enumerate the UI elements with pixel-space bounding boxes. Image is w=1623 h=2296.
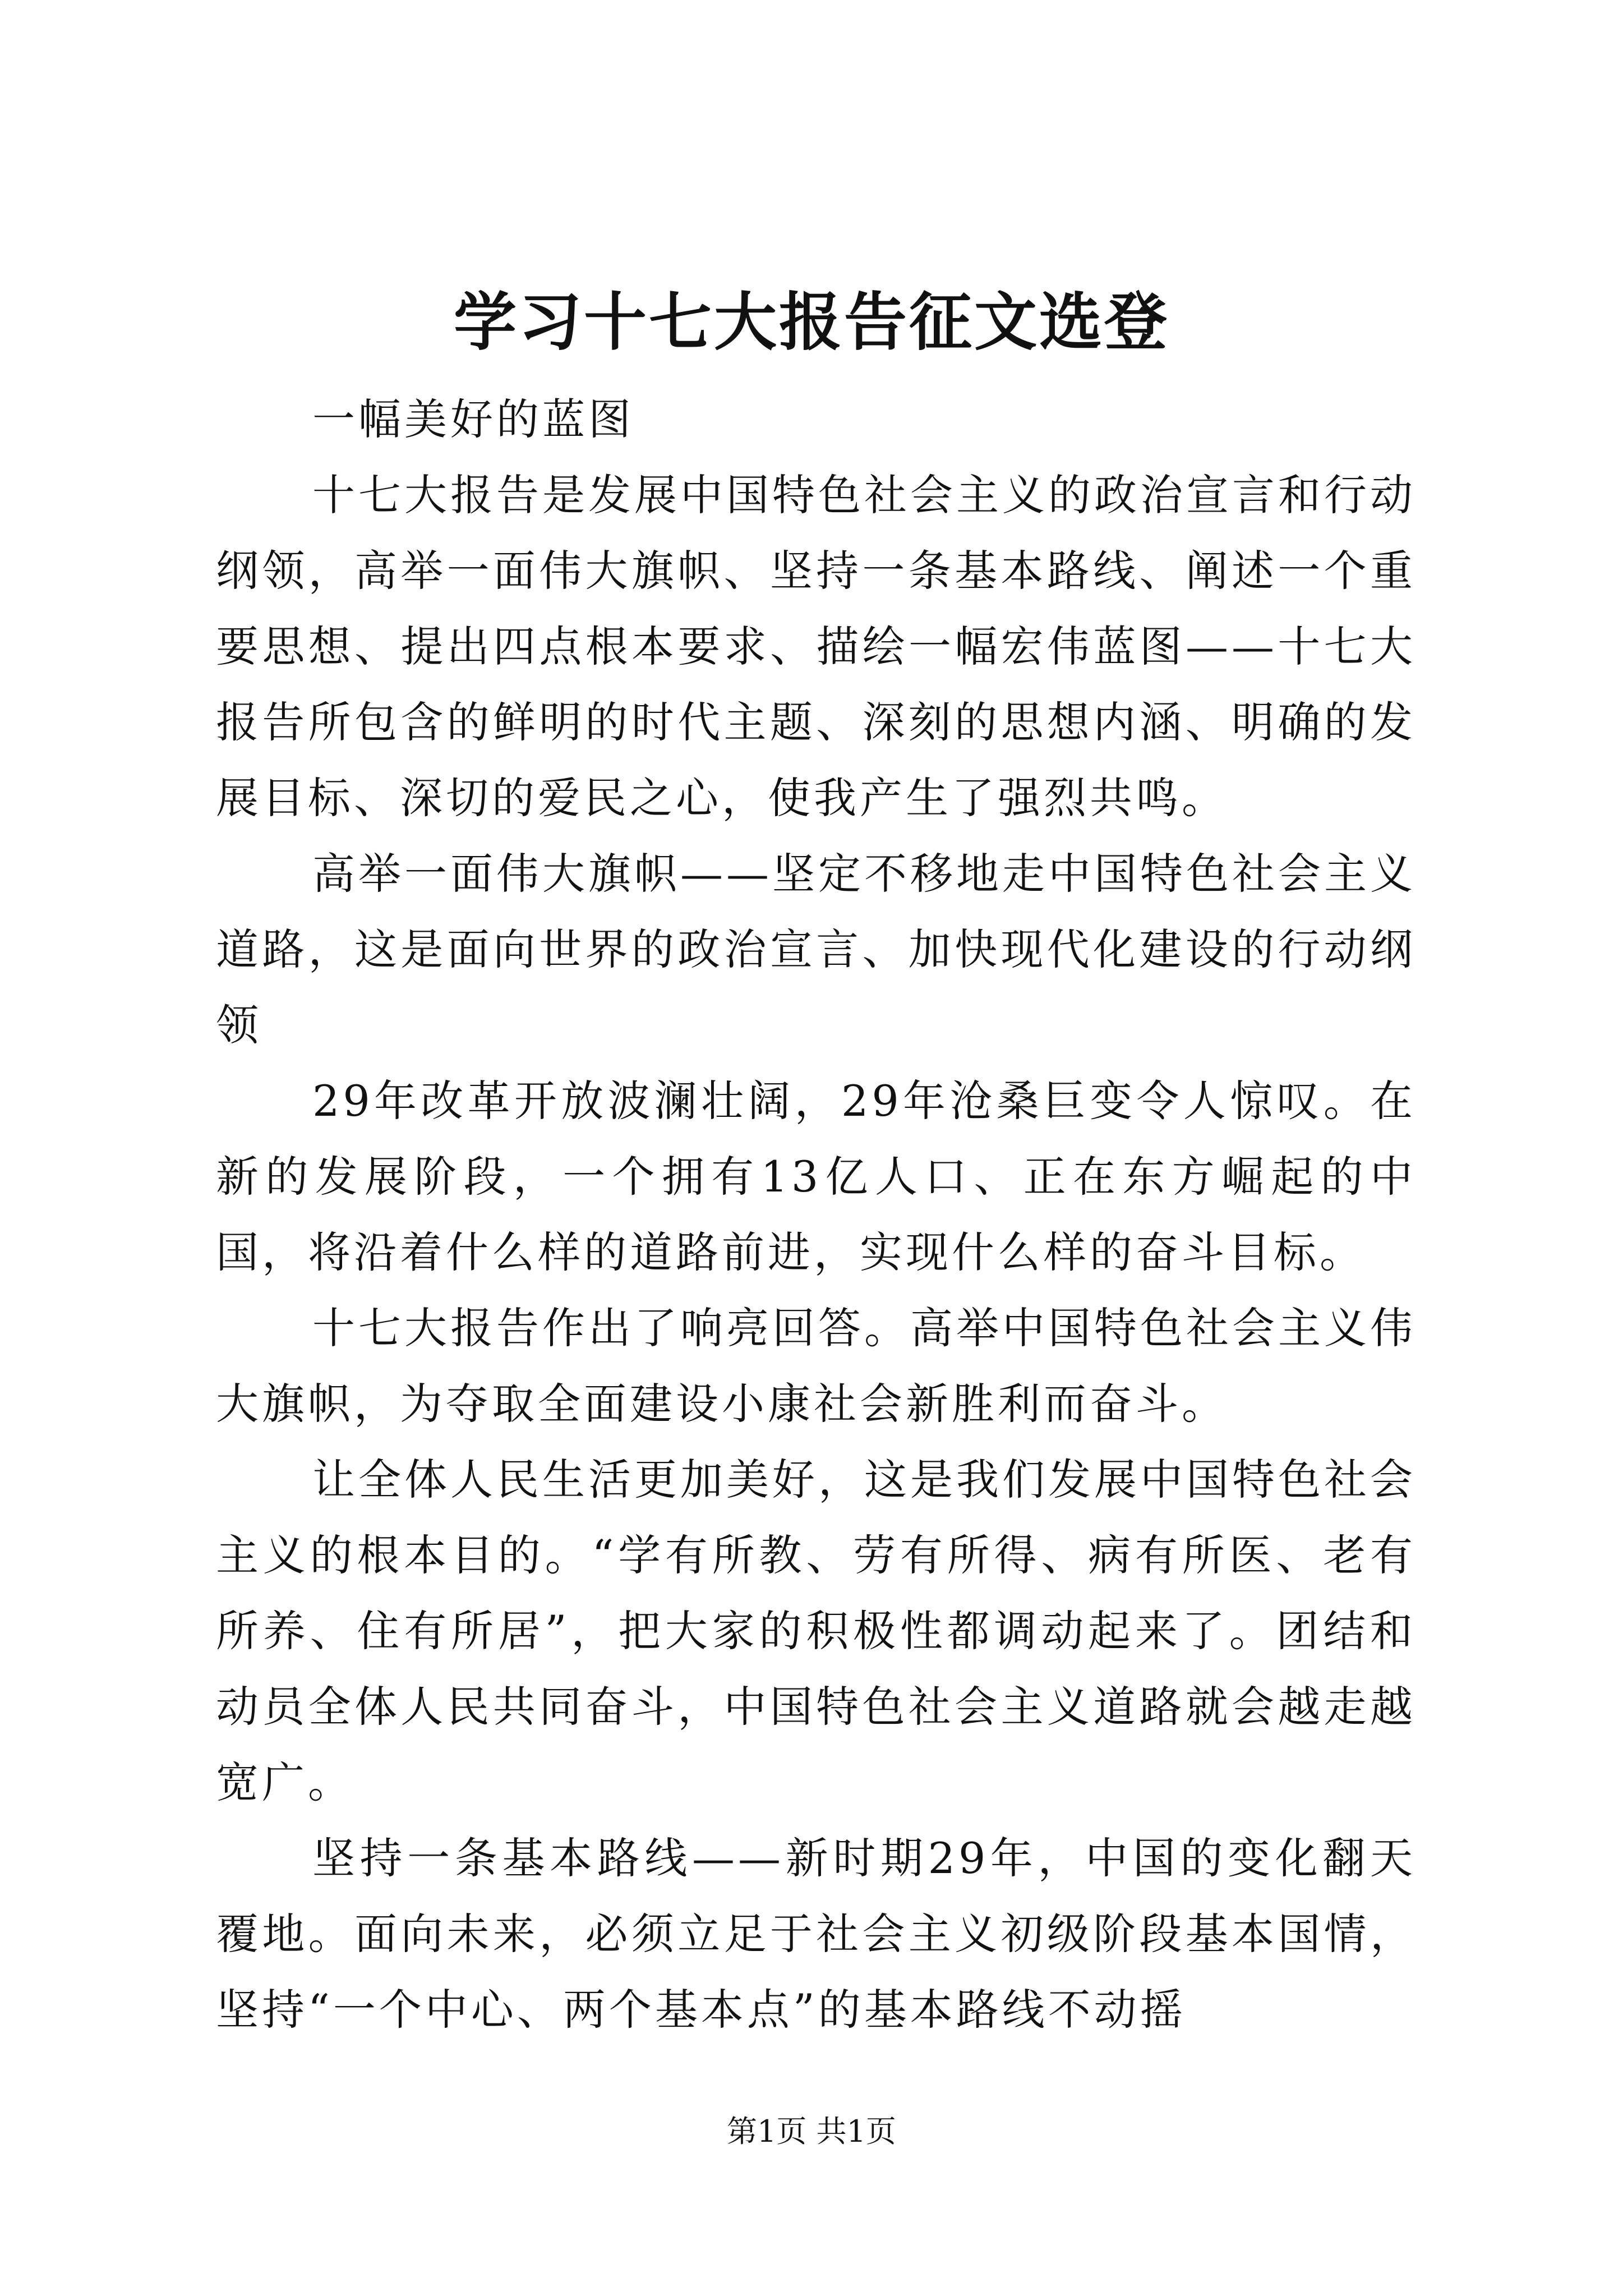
document-body xyxy=(216,381,1416,2047)
page-number-footer: 第1页 共1页 xyxy=(727,2114,896,2149)
body-paragraph: 高举一面伟大旗帜——坚定不移地走中国特色社会主义道路，这是面向世界的政治宣言、加快现代化建设的行动纲领 xyxy=(216,849,1416,1050)
section-heading: 一幅美好的蓝图 xyxy=(312,394,634,444)
body-paragraph: 十七大报告是发展中国特色社会主义的政治宣言和行动纲领，高举一面伟大旗帜、坚持一条基本路线、阐述一个重要思想、提出四点根本要求、描绘一幅宏伟蓝图——十七大报告所包含的鲜明的时代主题、深刻的思想内涵、明确的发展目标、深切的爱民之心，使我产生了强烈共鸣。 xyxy=(216,470,1416,823)
body-paragraph: 29年改革开放波澜壮阔，29年沧桑巨变令人惊叹。在新的发展阶段，一个拥有13亿人口、正在东方崛起的中国，将沿着什么样的道路前进，实现什么样的奋斗目标。 xyxy=(216,1076,1416,1277)
body-paragraph: 坚持一条基本路线——新时期29年，中国的变化翻天覆地。面向未来，必须立足于社会主义初级阶段基本国情，坚持“一个中心、两个基本点”的基本路线不动摇 xyxy=(216,1833,1416,2035)
body-paragraph: 十七大报告作出了响亮回答。高举中国特色社会主义伟大旗帜，为夺取全面建设小康社会新胜利而奋斗。 xyxy=(216,1303,1416,1429)
document-title: 学习十七大报告征文选登 xyxy=(454,286,1169,359)
body-paragraph: 让全体人民生活更加美好，这是我们发展中国特色社会主义的根本目的。“学有所教、劳有所得、病有所医、老有所养、住有所居”，把大家的积极性都调动起来了。团结和动员全体人民共同奋斗，中国特色社会主义道路就会越走越宽广。 xyxy=(216,1455,1416,1807)
